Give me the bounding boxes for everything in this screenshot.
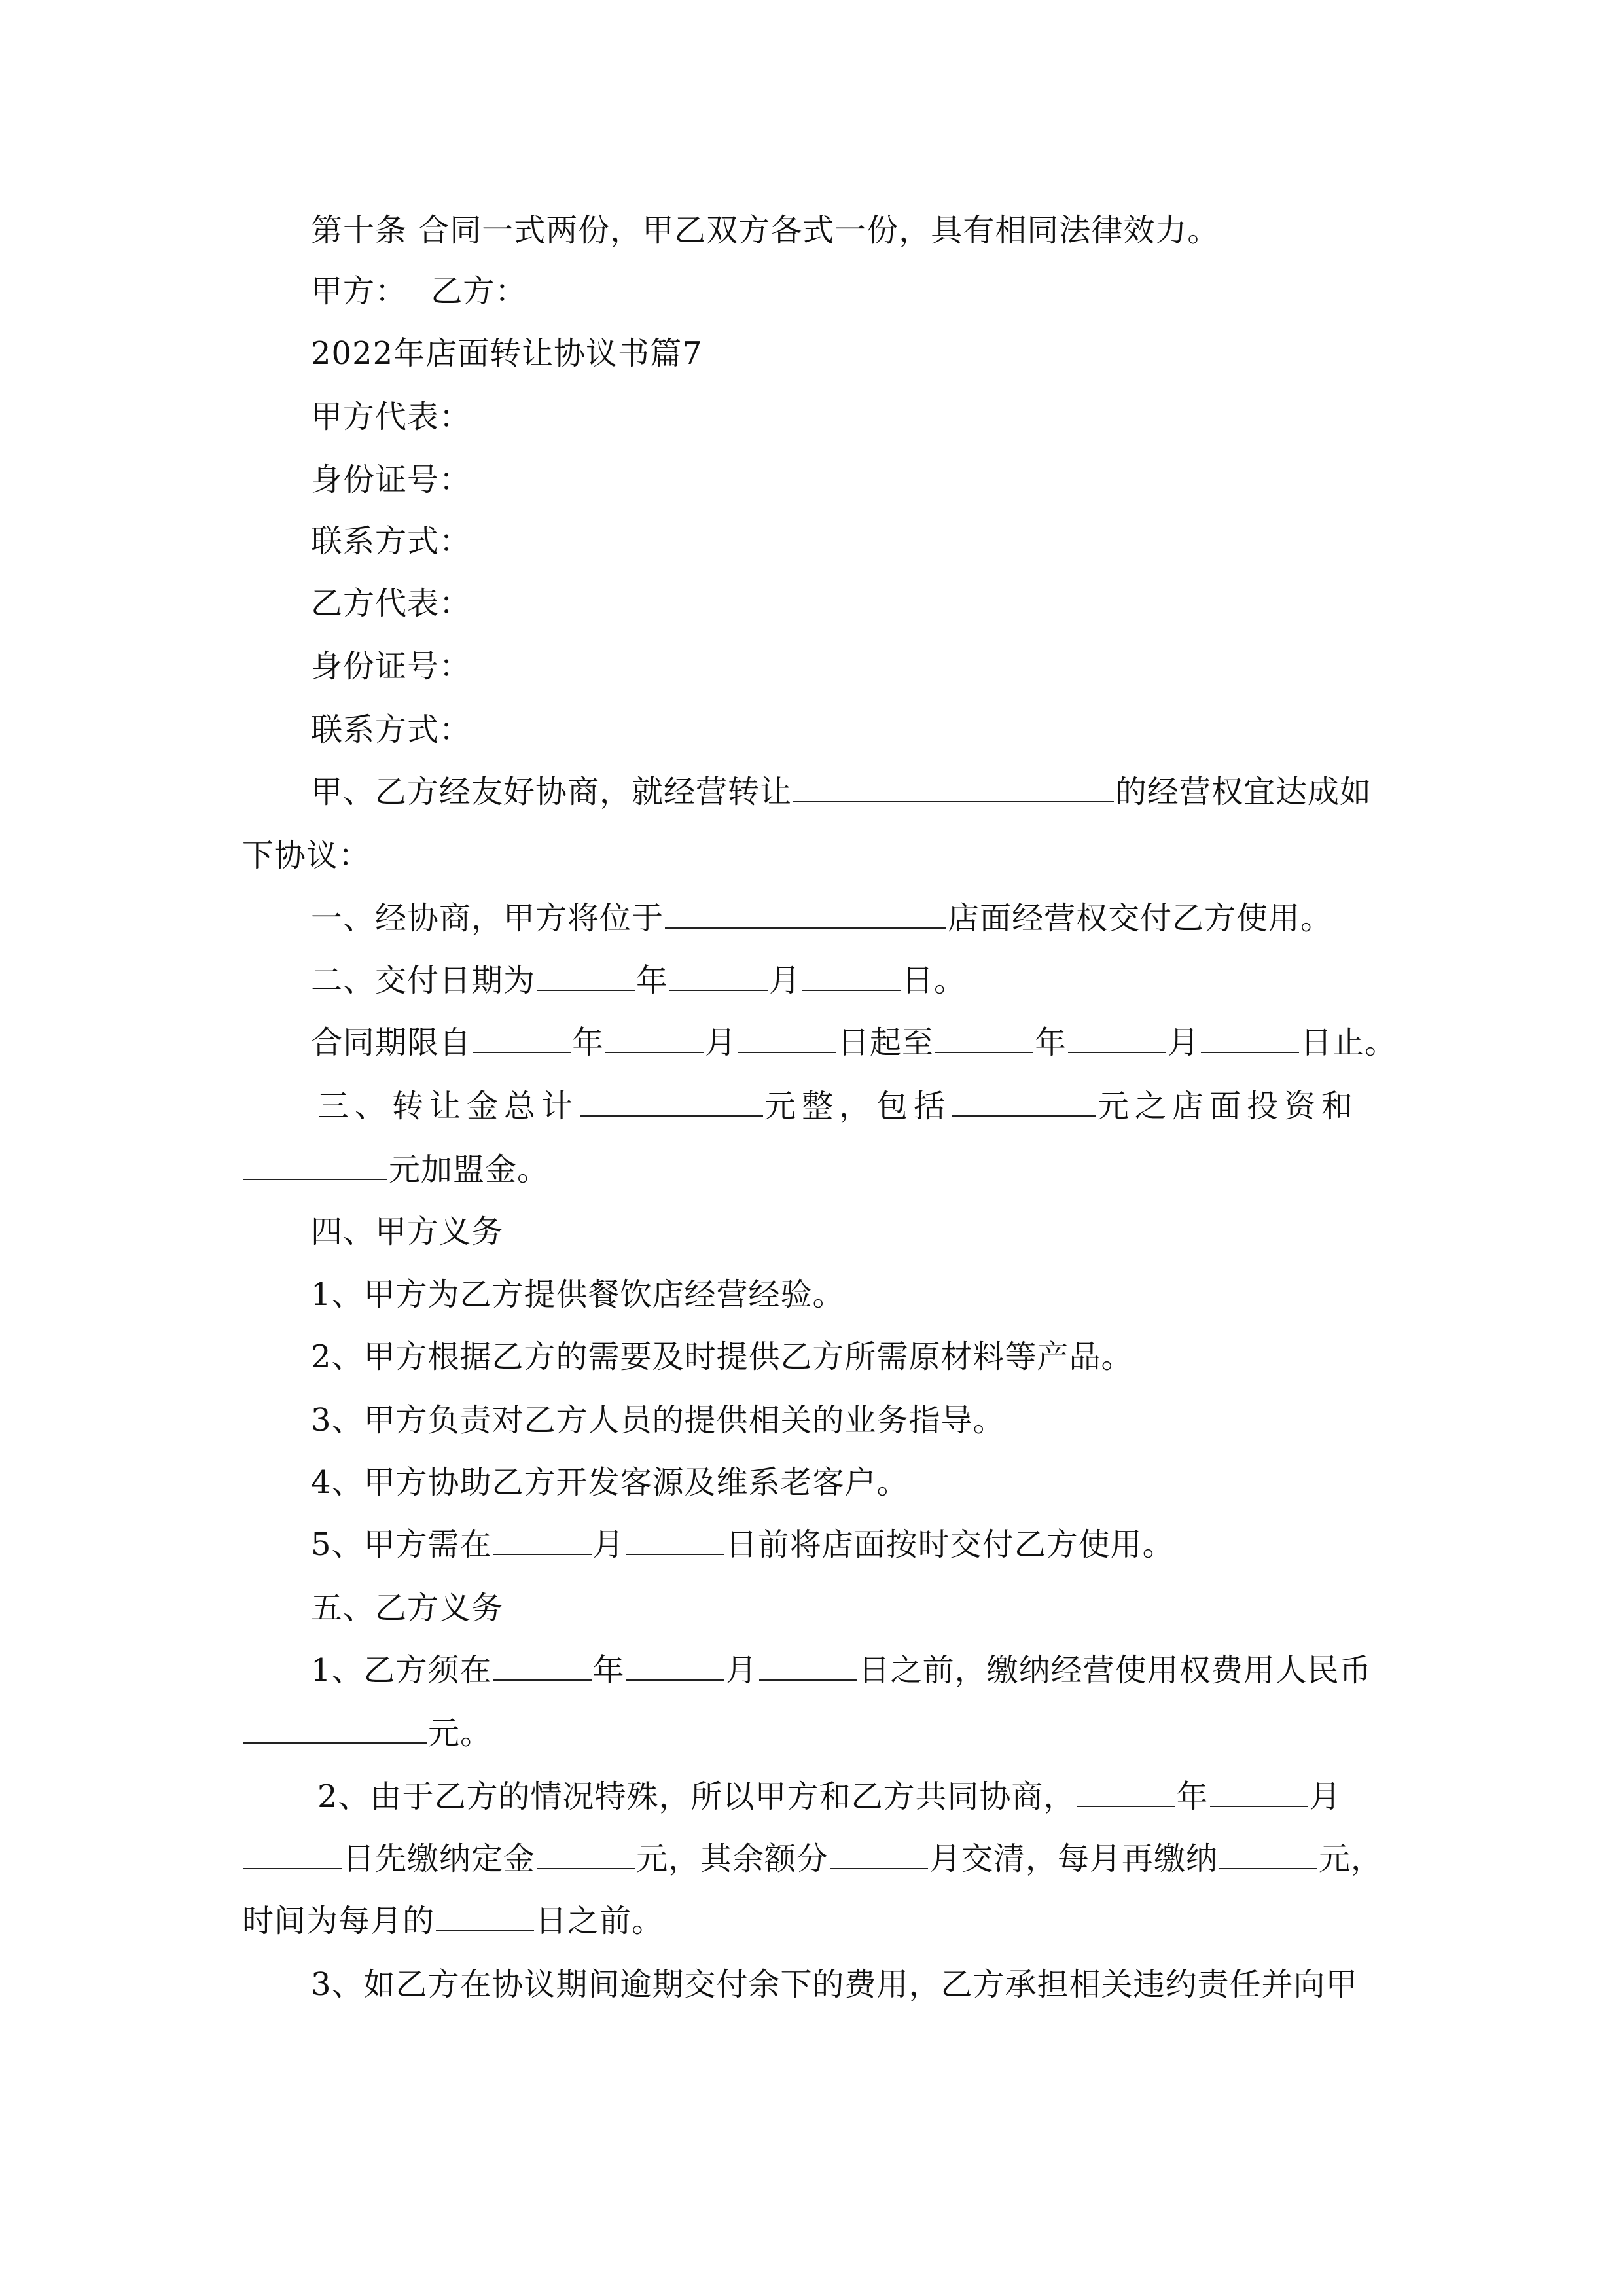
party-b-duty-1-line2: 元。 — [242, 1713, 492, 1753]
handover-day-blank — [626, 1525, 724, 1555]
monthly-due-day-blank — [436, 1901, 534, 1931]
installment-months-blank — [830, 1839, 928, 1869]
transfer-total-blank — [580, 1086, 763, 1117]
party-a-duty-4: 4、甲方协助乙方开发客源及维系老客户。 — [311, 1464, 909, 1501]
handover-month-blank — [493, 1525, 592, 1555]
business-name-blank — [793, 772, 1114, 802]
deposit-year-blank — [1077, 1777, 1175, 1807]
delivery-year-blank — [537, 961, 635, 991]
term-end-month-blank — [1068, 1023, 1166, 1053]
term-start-year-blank — [473, 1023, 571, 1053]
party-b-id-label: 身份证号： — [311, 648, 472, 685]
shop-location-blank — [665, 899, 946, 929]
party-b-duty-2-line1: 2、由于乙方的情况特殊，所以甲方和乙方共同协商， 年 月 — [317, 1778, 1342, 1815]
payment-year-blank — [493, 1651, 592, 1681]
franchise-fee-blank — [243, 1150, 387, 1180]
clause-one: 一、经协商，甲方将位于 店面经营权交付乙方使用。 — [311, 900, 1333, 937]
payment-month-blank — [626, 1651, 724, 1681]
party-b-duty-3: 3、如乙方在协议期间逾期交付余下的费用，乙方承担相关违约责任并向甲 — [311, 1966, 1358, 2003]
intro-paragraph-line1: 甲、乙方经友好协商，就经营转让 的经营权宜达成如 — [311, 774, 1372, 810]
party-b-rep-label: 乙方代表： — [311, 585, 472, 622]
deposit-amount-blank — [537, 1839, 635, 1869]
party-b-signature-label: 乙方： — [431, 273, 527, 310]
party-a-duty-3: 3、甲方负责对乙方人员的提供相关的业务指导。 — [311, 1402, 1005, 1439]
intro-paragraph-line2: 下协议： — [242, 837, 371, 874]
payment-day-blank — [759, 1651, 857, 1681]
term-end-day-blank — [1201, 1023, 1299, 1053]
term-start-day-blank — [738, 1023, 836, 1053]
party-a-duty-1: 1、甲方为乙方提供餐饮店经营经验。 — [311, 1276, 845, 1313]
party-a-contact-label: 联系方式： — [311, 523, 472, 560]
party-a-rep-label: 甲方代表： — [311, 399, 472, 435]
deposit-month-blank — [1210, 1777, 1308, 1807]
clause-three-line2: 元加盟金。 — [242, 1150, 549, 1189]
monthly-payment-blank — [1219, 1839, 1317, 1869]
clause-three-line1: 三、转让金总计 元整，包括 元之店面投资和 — [317, 1088, 1359, 1124]
party-b-duty-2-line3: 时间为每月的 日之前。 — [242, 1903, 664, 1939]
term-start-month-blank — [605, 1023, 704, 1053]
clause-ten: 第十条 合同一式两份，甲乙双方各式一份，具有相同法律效力。 — [311, 212, 1220, 249]
clause-two: 二、交付日期为 年 月 日。 — [311, 962, 967, 999]
party-b-duties-heading: 五、乙方义务 — [311, 1590, 504, 1626]
party-a-duty-2: 2、甲方根据乙方的需要及时提供乙方所需原材料等产品。 — [311, 1338, 1133, 1375]
contract-term: 合同期限自 年 月 日起至 年 月 日止。 — [311, 1024, 1397, 1061]
deposit-day-blank — [243, 1839, 342, 1869]
delivery-day-blank — [802, 961, 901, 991]
party-a-id-label: 身份证号： — [311, 461, 472, 498]
party-b-duty-1-line1: 1、乙方须在 年 月 日之前，缴纳经营使用权费用人民币 — [311, 1652, 1372, 1689]
shop-investment-blank — [952, 1086, 1096, 1117]
delivery-month-blank — [669, 961, 768, 991]
party-a-duties-heading: 四、甲方义务 — [311, 1213, 504, 1250]
party-a-duty-5: 5、甲方需在 月 日前将店面按时交付乙方使用。 — [311, 1526, 1175, 1563]
term-end-year-blank — [935, 1023, 1033, 1053]
party-b-duty-2-line2: 日先缴纳定金 元，其余额分 月交清，每月再缴纳 元， — [242, 1839, 1383, 1878]
signature-line — [311, 272, 527, 311]
section-title: 2022年店面转让协议书篇7 — [311, 335, 703, 372]
usage-fee-amount-blank — [243, 1713, 427, 1744]
party-a-signature-label: 甲方： — [311, 273, 408, 310]
party-b-contact-label: 联系方式： — [311, 711, 472, 748]
